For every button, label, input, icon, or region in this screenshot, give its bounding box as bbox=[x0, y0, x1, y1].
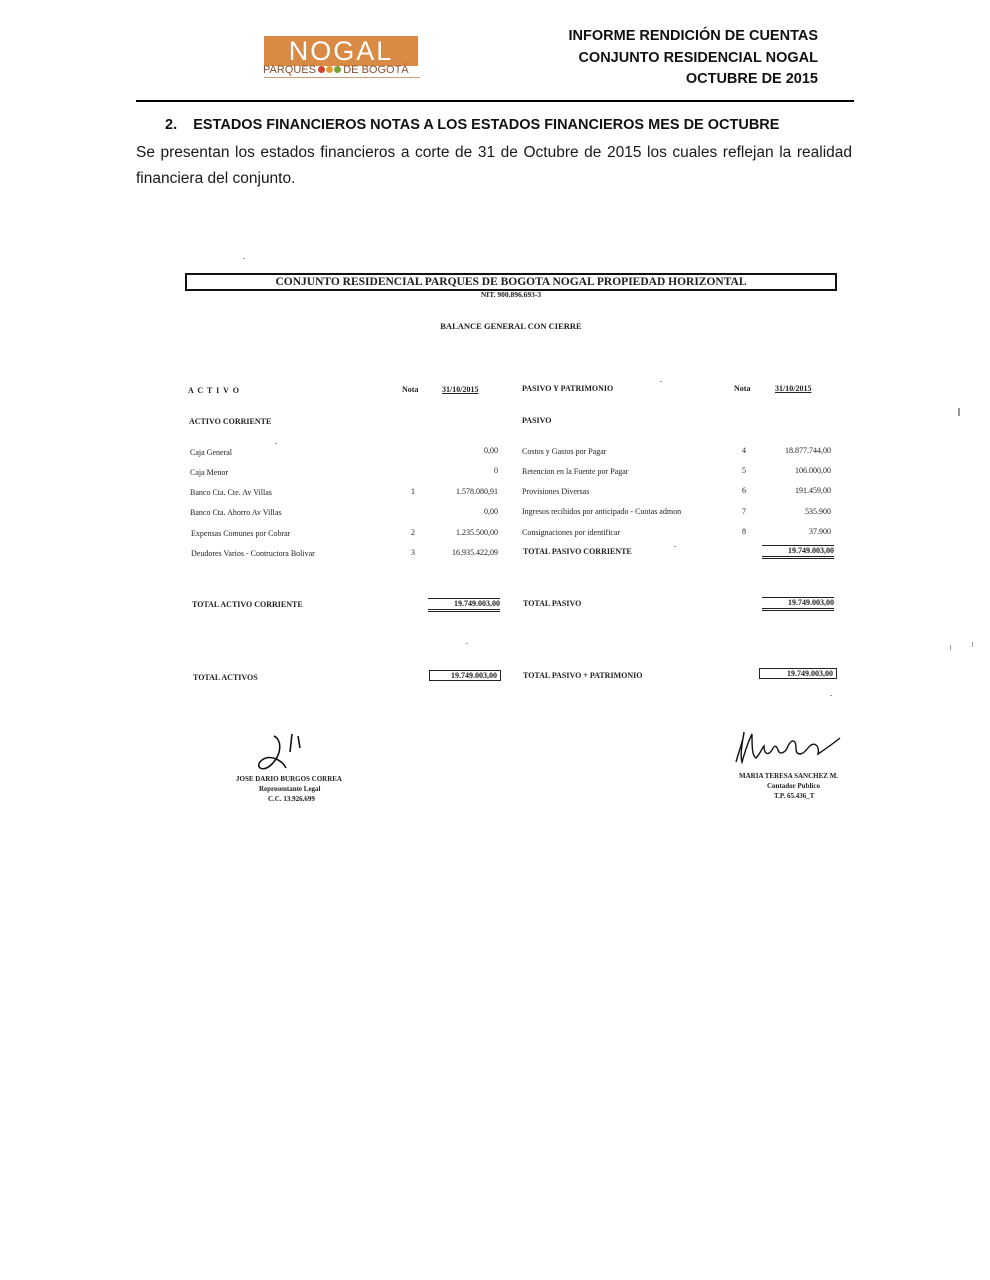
asset-value: 0 bbox=[494, 466, 498, 475]
asset-value: 1.578.080,91 bbox=[456, 487, 498, 496]
scan-speck bbox=[958, 408, 960, 416]
balance-title: BALANCE GENERAL CON CIERRE bbox=[440, 321, 582, 331]
asset-value: 1.235.500,00 bbox=[456, 528, 498, 537]
dot-icon bbox=[334, 66, 341, 73]
asset-value: 0,00 bbox=[484, 507, 498, 516]
liabilities-date-header: 31/10/2015 bbox=[775, 384, 812, 393]
scan-speck bbox=[830, 695, 832, 696]
section-title bbox=[165, 117, 779, 133]
signer-left-role: Representante Legal bbox=[259, 785, 321, 793]
total-liabilities-equity-label: TOTAL PASIVO + PATRIMONIO bbox=[523, 671, 643, 680]
scan-speck bbox=[243, 258, 245, 259]
asset-nota: 2 bbox=[411, 528, 415, 537]
logo-sub-right: DE BOGOTÁ bbox=[343, 64, 409, 76]
section-title-text: ESTADOS FINANCIEROS NOTAS A LOS ESTADOS FINANCIEROS MES DE OCTUBRE bbox=[193, 117, 780, 133]
header-line-3: OCTUBRE DE 2015 bbox=[685, 71, 818, 87]
total-current-liabilities-value: 19.749.003,00 bbox=[762, 545, 834, 559]
scan-speck bbox=[972, 642, 973, 647]
liability-name: Ingresos recibidos por anticipado - Cuotas admon bbox=[522, 507, 682, 516]
section-number: 2. bbox=[165, 117, 178, 133]
asset-name: Banco Cta. Ahorro Av Villas bbox=[190, 508, 282, 517]
dot-icon bbox=[326, 66, 333, 73]
total-liabilities-value: 19.749.003,00 bbox=[762, 597, 834, 611]
entity-banner: CONJUNTO RESIDENCIAL PARQUES DE BOGOTA NOGAL PROPIEDAD HORIZONTAL bbox=[185, 273, 837, 291]
assets-nota-header: Nota bbox=[402, 385, 419, 394]
assets-date-header: 31/10/2015 bbox=[442, 385, 479, 394]
total-current-liabilities-label: TOTAL PASIVO CORRIENTE bbox=[523, 547, 632, 556]
header-divider bbox=[136, 100, 854, 102]
asset-value: 0,00 bbox=[484, 446, 498, 455]
liabilities-header: PASIVO Y PATRIMONIO bbox=[522, 384, 614, 393]
signer-right-id: T.P. 65.436_T bbox=[774, 792, 815, 800]
asset-nota: 1 bbox=[411, 487, 415, 496]
liability-value: 535.900 bbox=[805, 507, 831, 516]
total-assets-value: 19.749.003,00 bbox=[429, 670, 501, 681]
liabilities-nota-header: Nota bbox=[734, 384, 751, 393]
header-line-2: CONJUNTO RESIDENCIAL NOGAL bbox=[578, 49, 818, 66]
liability-nota: 6 bbox=[742, 486, 746, 495]
scan-speck bbox=[674, 546, 676, 547]
logo: NOGAL bbox=[264, 36, 418, 66]
total-current-assets-label: TOTAL ACTIVO CORRIENTE bbox=[192, 600, 303, 609]
signer-left-id: C.C. 13.926.699 bbox=[268, 795, 315, 803]
asset-name: Expensas Comunes por Cobrar bbox=[191, 529, 291, 538]
liability-nota: 8 bbox=[742, 527, 746, 536]
liabilities-section: PASIVO bbox=[522, 416, 552, 425]
asset-name: Caja Menor bbox=[190, 468, 228, 477]
header-line-1: INFORME RENDICIÓN DE CUENTAS bbox=[568, 28, 818, 44]
total-liabilities-label: TOTAL PASIVO bbox=[523, 599, 582, 608]
logo-subtitle bbox=[263, 64, 423, 76]
liability-name: Retencion en la Fuente por Pagar bbox=[522, 467, 629, 476]
liability-nota: 4 bbox=[742, 446, 746, 455]
scan-speck bbox=[950, 645, 951, 650]
liability-nota: 7 bbox=[742, 507, 746, 516]
total-current-assets-value: 19.749.003,00 bbox=[428, 598, 500, 612]
asset-value: 16.935.422,09 bbox=[452, 548, 498, 557]
liability-nota: 5 bbox=[742, 466, 746, 475]
assets-header: A C T I V O bbox=[188, 386, 240, 395]
asset-name: Banco Cta. Cte. Av Villas bbox=[190, 488, 272, 497]
asset-name: Deudores Varios - Contructora Bolivar bbox=[191, 549, 315, 558]
signer-right-name: MARIA TERESA SANCHEZ M. bbox=[739, 772, 839, 780]
asset-name: Caja General bbox=[190, 448, 232, 457]
scan-speck bbox=[660, 381, 662, 382]
asset-nota: 3 bbox=[411, 548, 415, 557]
logo-sub-left: PARQUES bbox=[263, 64, 316, 76]
total-assets-label: TOTAL ACTIVOS bbox=[193, 673, 258, 682]
total-liabilities-equity-value: 19.749.003,00 bbox=[759, 668, 837, 679]
liability-name: Costos y Gastos por Pagar bbox=[522, 447, 607, 456]
report-header bbox=[569, 26, 818, 91]
scan-speck bbox=[275, 443, 277, 444]
scan-speck bbox=[466, 643, 468, 644]
liability-value: 191.459,00 bbox=[795, 486, 831, 495]
signature-left-image bbox=[252, 730, 322, 776]
signer-left-name: JOSE DARIO BURGOS CORREA bbox=[236, 775, 342, 783]
current-assets-section: ACTIVO CORRIENTE bbox=[189, 417, 272, 426]
nit: NIT. 900.896.693-3 bbox=[480, 290, 542, 299]
liability-name: Provisiones Diversas bbox=[522, 487, 590, 496]
liability-value: 18.877.744,00 bbox=[785, 446, 831, 455]
intro-paragraph: Se presentan los estados financieros a corte de 31 de Octubre de 2015 los cuales reflejan la realidad financiera del conjunto. bbox=[136, 144, 852, 187]
liability-value: 37.900 bbox=[809, 527, 831, 536]
signature-right-image bbox=[730, 728, 850, 770]
liability-value: 106.000,00 bbox=[795, 466, 831, 475]
dot-icon bbox=[318, 66, 325, 73]
logo-underline bbox=[264, 77, 420, 78]
signer-right-role: Contador Publico bbox=[767, 782, 820, 790]
liability-name: Consignaciones por identificar bbox=[522, 528, 621, 537]
